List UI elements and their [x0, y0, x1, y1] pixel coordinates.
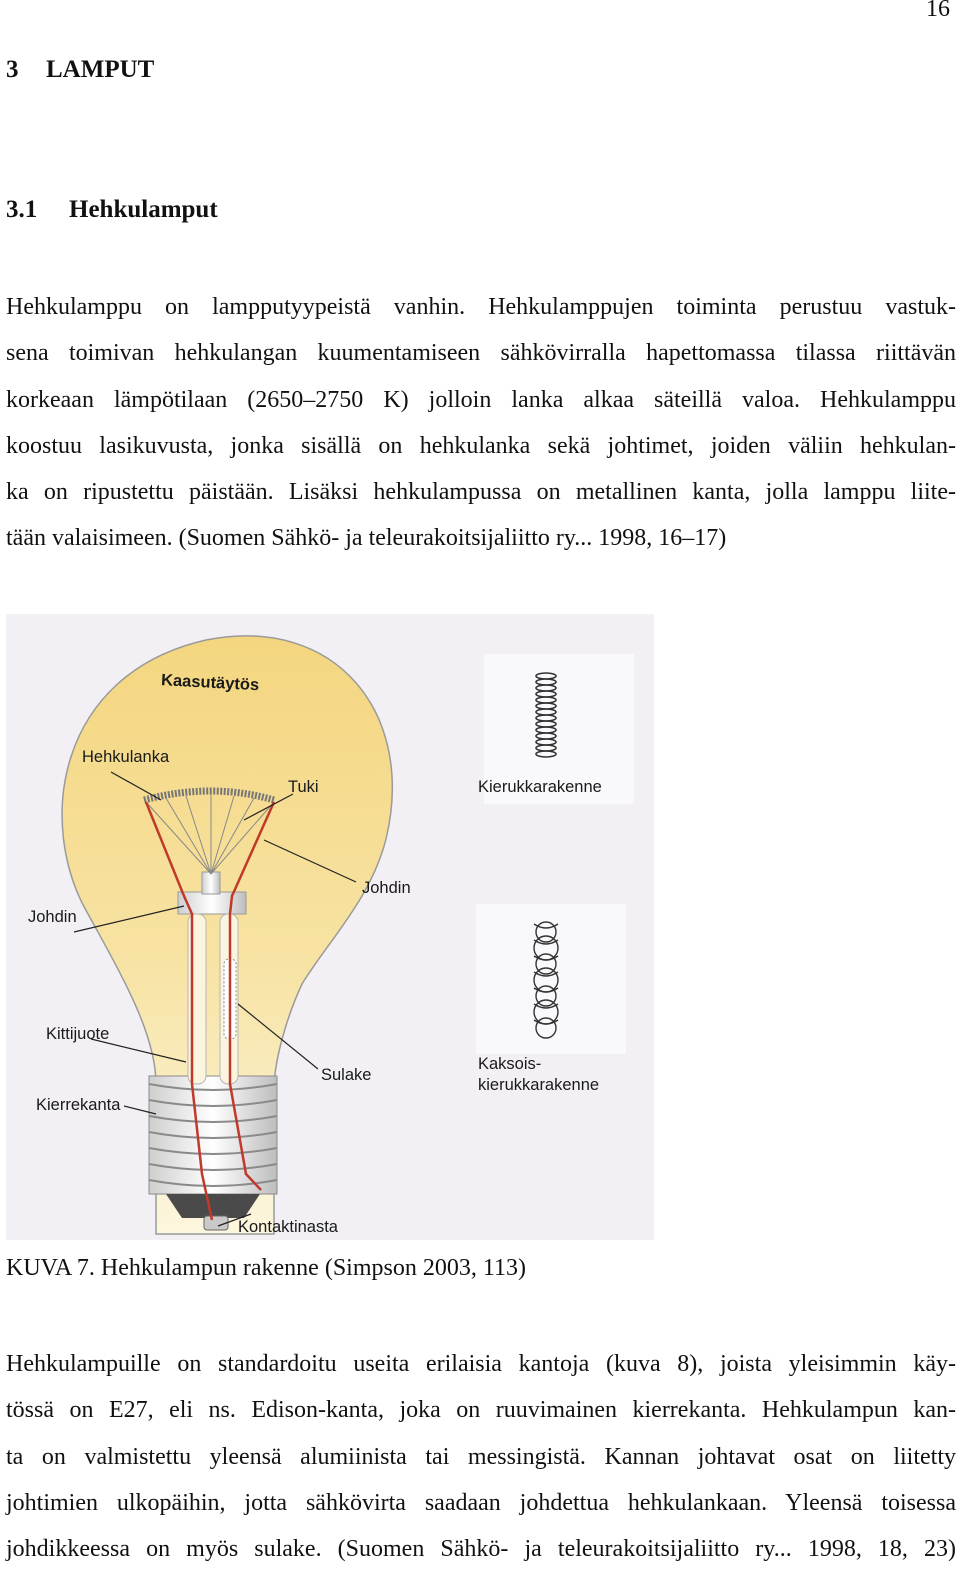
paragraph-line: tään valaisimeen. (Suomen Sähkö- ja teleurakoitsijaliitto ry... 1998, 16–17)	[6, 525, 727, 552]
paragraph-line: Hehkulamppu on lampputyypeistä vanhin. Hehkulamppujen toiminta perustuu vastuk-	[6, 294, 956, 320]
label-cement: Kittijuote	[46, 1025, 110, 1043]
paragraph-line: koostuu lasikuvusta, jonka sisällä on hehkulanka sekä johtimet, joiden väliin hehkulan-	[6, 432, 956, 459]
coil-illustration	[536, 673, 556, 757]
paragraph-line: tössä on E27, eli ns. Edison-kanta, joka on ruuvimainen kierrekanta. Hehkulampun kan-	[6, 1397, 956, 1424]
paragraph-line: ta on valmistettu yleensä alumiinista tai messingistä. Kannan johtavat osat on liitetty	[6, 1443, 956, 1470]
chapter-number: 3	[6, 56, 19, 83]
bulb-figure	[6, 614, 654, 1240]
label-contact: Kontaktinasta	[238, 1218, 338, 1236]
paragraph-line: johdikkeessa on myös sulake. (Suomen Sähkö- ja teleurakoitsijaliitto ry... 1998, 18, 23)	[6, 1536, 956, 1563]
label-lead-right: Johdin	[362, 879, 411, 897]
page-number: 16	[926, 0, 950, 22]
label-coil: Kierukkarakenne	[478, 778, 602, 796]
label-support: Tuki	[288, 778, 319, 796]
bulb-diagram	[6, 614, 654, 1240]
section-heading	[6, 196, 218, 224]
chapter-heading	[6, 56, 154, 84]
label-lead-left: Johdin	[28, 908, 77, 926]
chapter-title: LAMPUT	[46, 56, 155, 83]
label-filament: Hehkulanka	[82, 748, 170, 766]
paragraph-line: korkeaan lämpötilaan (2650–2750 K) jolloin lanka alkaa säteillä valoa. Hehkulamppu	[6, 386, 956, 413]
double-coil-panel	[476, 904, 626, 1054]
section-number: 3.1	[6, 196, 38, 223]
figure-caption: KUVA 7. Hehkulampun rakenne (Simpson 2003, 113)	[6, 1255, 526, 1281]
paragraph-line: ka on ripustettu päistään. Lisäksi hehkulampussa on metallinen kanta, jolla lamppu liite-	[6, 479, 956, 506]
label-screw-base: Kierrekanta	[36, 1096, 121, 1114]
paragraph-line: Hehkulampuille on standardoitu useita erilaisia kantoja (kuva 8), joista yleisimmin käy-	[6, 1351, 956, 1377]
paragraph-1	[6, 284, 956, 562]
label-double-coil-line1: Kaksois-	[478, 1055, 542, 1073]
section-title: Hehkulamput	[69, 196, 218, 223]
label-double-coil-line2: kierukkarakenne	[478, 1076, 600, 1094]
paragraph-line: johtimien ulkopäihin, jotta sähkövirta saadaan johdettua hehkulankaan. Yleensä toisessa	[6, 1489, 956, 1516]
label-fuse: Sulake	[321, 1066, 372, 1084]
paragraph-2	[6, 1341, 956, 1572]
paragraph-line: sena toimivan hehkulangan kuumentamiseen sähkövirralla hapettomassa tilassa riittävän	[6, 340, 956, 367]
label-gas-fill: Kaasutäytös	[160, 671, 260, 695]
